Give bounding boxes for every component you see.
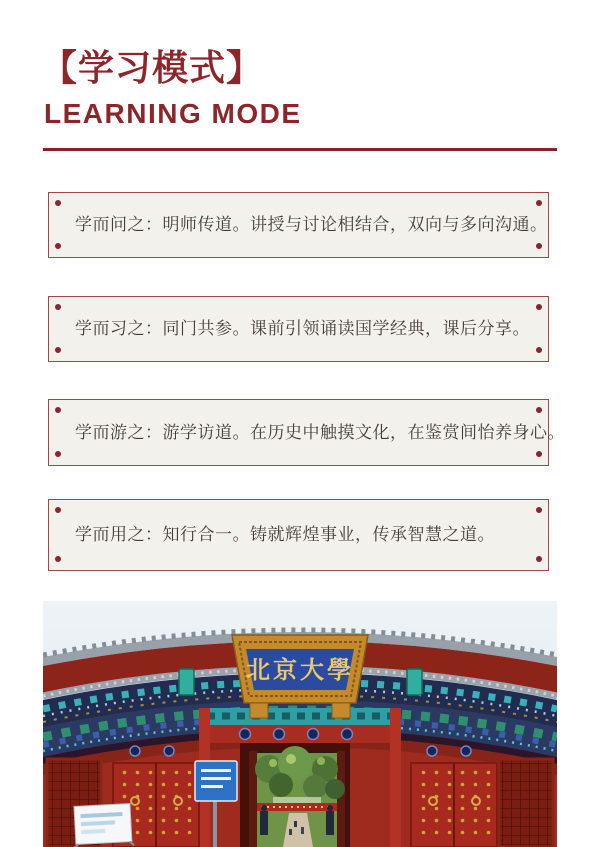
right-door [411, 763, 497, 847]
corner-dot [55, 556, 61, 562]
mode-text-1: 学而问之：明师传道。讲授与讨论相结合，双向与多向沟通。 [75, 215, 548, 234]
title-divider-rule [43, 148, 557, 151]
page-title: 【学习模式】 [41, 47, 264, 88]
corner-dot [55, 507, 61, 513]
corner-dot [536, 556, 542, 562]
corner-dot [536, 507, 542, 513]
mode-box-1 [48, 192, 549, 258]
gate-doorway [240, 743, 350, 847]
corner-dot [536, 347, 542, 353]
mode-text-2: 学而习之：同门共参。课前引领诵读国学经典，课后分享。 [75, 319, 530, 338]
page-subtitle: LEARNING MODE [44, 98, 302, 129]
corner-dot [55, 451, 61, 457]
whiteboard-sign [72, 803, 134, 847]
corner-dot [55, 200, 61, 206]
corner-dot [536, 304, 542, 310]
mode-box-4 [48, 499, 549, 571]
mode-box-2 [48, 296, 549, 362]
peking-university-gate-photo [43, 601, 557, 847]
corner-dot [536, 407, 542, 413]
corner-dot [55, 243, 61, 249]
mode-box-3 [48, 399, 565, 466]
gate-plaque-text: 北京大學 [246, 657, 354, 684]
corner-dot [55, 347, 61, 353]
mode-text-3: 学而游之：游学访道。在历史中触摸文化，在鉴赏间怡养身心。 [75, 422, 565, 442]
corner-dot [55, 407, 61, 413]
corner-dot [55, 304, 61, 310]
right-lattice-panel [499, 759, 553, 847]
corner-dot [536, 243, 542, 249]
corner-dot [536, 451, 542, 457]
corner-dot [536, 200, 542, 206]
mode-text-4: 学而用之：知行合一。铸就辉煌事业，传承智慧之道。 [75, 525, 495, 544]
